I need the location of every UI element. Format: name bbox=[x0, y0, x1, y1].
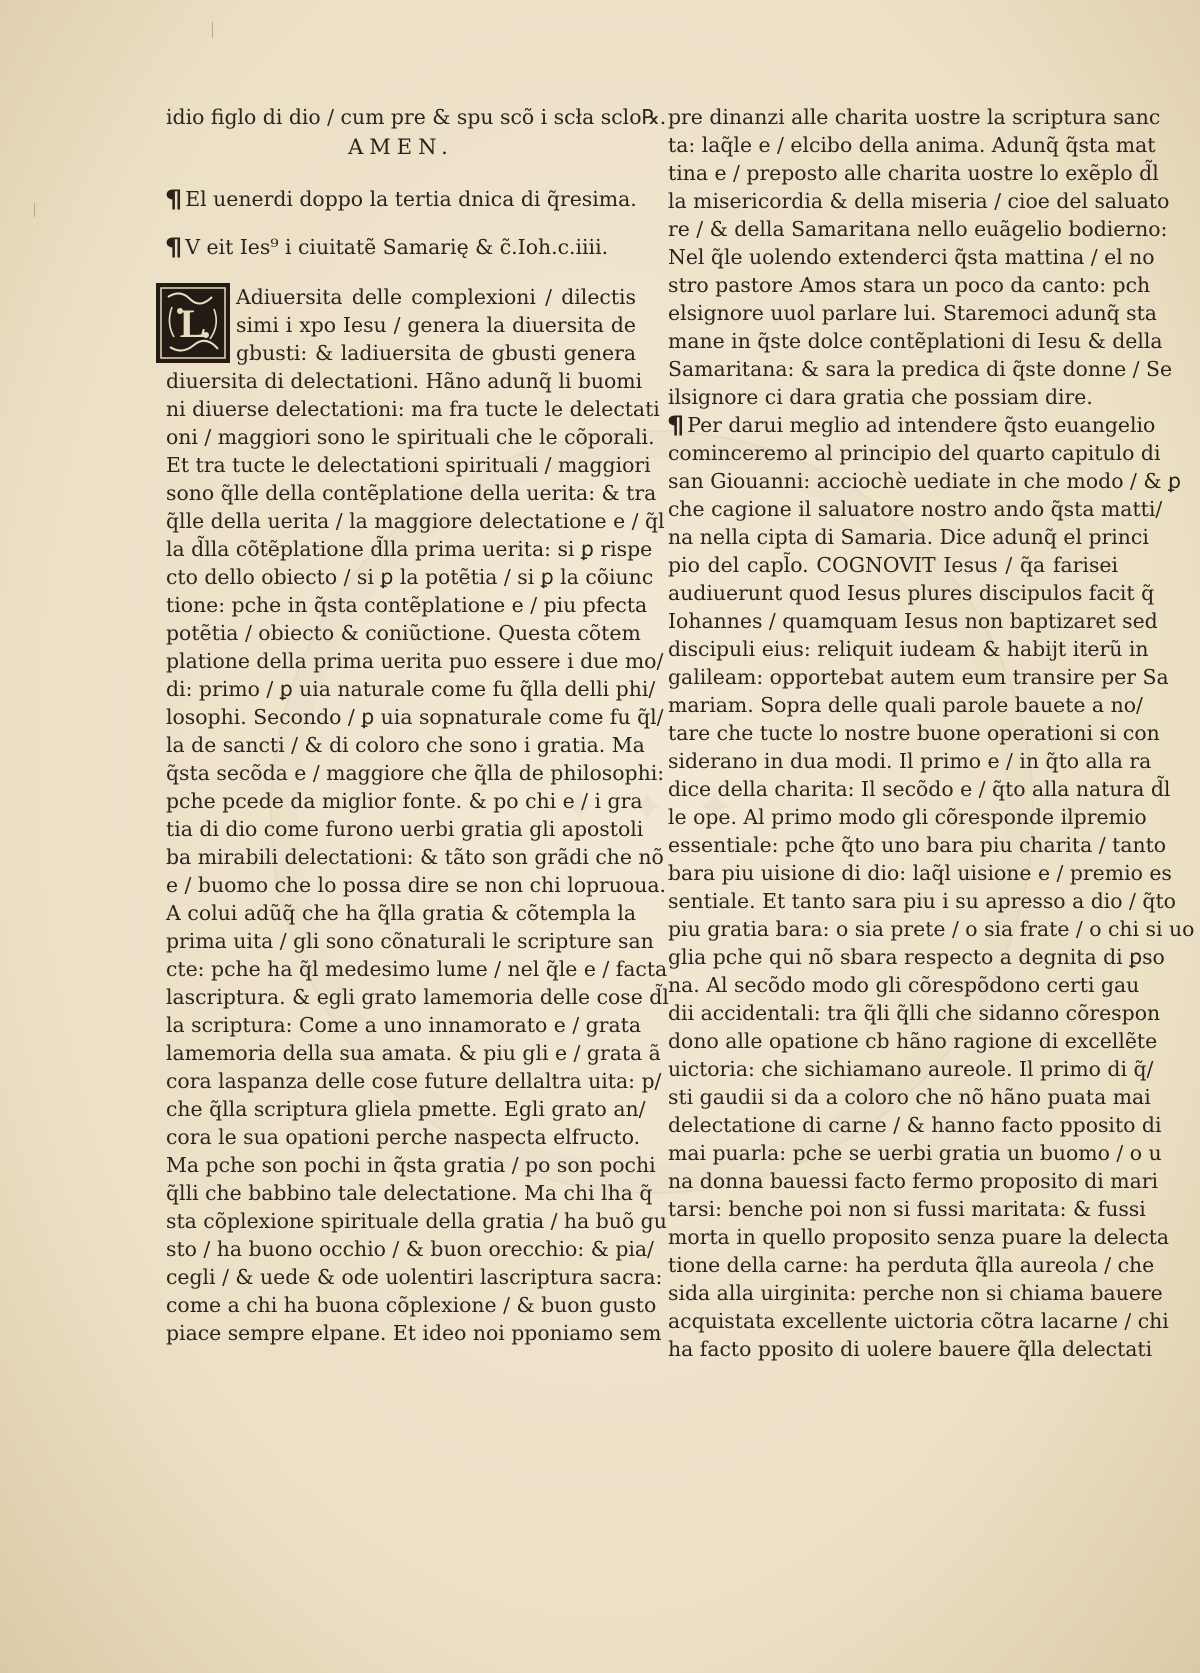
text-line: essentiale: pche q̃to uno bara piu charita / tanto bbox=[668, 833, 1167, 857]
paragraph-opening bbox=[666, 411, 1156, 439]
sermon-body-left bbox=[166, 283, 669, 1347]
right-paragraph-1 bbox=[668, 103, 1173, 411]
text-line: tarsi: benche poi non si fussi maritata: & fussi bbox=[668, 1197, 1146, 1221]
text-line: simi i xpo Iesu / genera la diuersita de bbox=[236, 313, 636, 337]
text-line: Samaritana: & sara la predica di q̃ste donne / Se bbox=[668, 357, 1173, 381]
text-line: tina e / preposto alle charita uostre lo exẽplo d̃l bbox=[668, 161, 1159, 185]
text-line: cora le sua opationi perche naspecta elfructo. bbox=[166, 1125, 641, 1149]
text-line: san Giouanni: acciochè uediate in che modo / & ꝑ bbox=[668, 469, 1181, 493]
text-line: uictoria: che sichiamano aureole. Il primo di q̃/ bbox=[668, 1057, 1154, 1081]
text-line: cte: pche ha q̃l medesimo lume / nel q̃le e / facta bbox=[166, 957, 668, 981]
margin-mark bbox=[34, 203, 35, 217]
text-line: dii accidentali: tra q̃li q̃lli che sidanno cõrespon bbox=[668, 1001, 1161, 1025]
text-line: lascriptura. & egli grato lamemoria delle cose d̃l bbox=[166, 985, 669, 1009]
text-line: pche pcede da miglior fonte. & po chi e / i gra bbox=[166, 789, 643, 813]
text-line: che cagione il saluatore nostro ando q̃sta matti/ bbox=[668, 497, 1163, 521]
text-line: siderano in dua modi. Il primo e / in q̃to alla ra bbox=[668, 749, 1152, 773]
text-line: la scriptura: Come a uno innamorato e / grata bbox=[166, 1013, 641, 1037]
text-line: cto dello obiecto / si ꝑ la potẽtia / si ꝑ la cõiunc bbox=[166, 565, 654, 589]
text-line: Ma pche son pochi in q̃sta gratia / po son pochi bbox=[166, 1153, 656, 1177]
text-line: la d̃lla cõtẽplatione d̃lla prima uerita: si ꝑ rispe bbox=[166, 537, 653, 561]
text-line: pio del capl̃o. COGNOVIT Iesus / q̃a farisei bbox=[668, 553, 1118, 577]
rubric-gospel bbox=[166, 233, 636, 261]
text-line: diuersita di delectationi. Hãno adunq̃ li buomi bbox=[166, 369, 643, 393]
right-paragraph-2 bbox=[668, 439, 1195, 1363]
text-line: oni / maggiori sono le spirituali che le cõporali. bbox=[166, 425, 655, 449]
text-line: piace sempre elpane. Et ideo noi pponiamo sem bbox=[166, 1321, 662, 1345]
text-line: stro pastore Amos stara un poco da canto: pch bbox=[668, 273, 1151, 297]
text-line: lamemoria della sua amata. & piu gli e / grata ã bbox=[166, 1041, 661, 1065]
text-line: mane in q̃ste dolce contẽplationi di Iesu & della bbox=[668, 329, 1163, 353]
text-line: Adiuersita delle complexioni / dilectis bbox=[236, 285, 636, 309]
text-line: sti gaudii si da a coloro che nõ hãno puata mai bbox=[668, 1085, 1151, 1109]
paragraph-opening-text: Per darui meglio ad intendere q̃sto euangelio bbox=[687, 413, 1156, 437]
text-line: e / buomo che lo possa dire se non chi lopruoua. bbox=[166, 873, 666, 897]
stamp-ornament: ✦ ✦ ✦ bbox=[560, 783, 744, 832]
text-line: re / & della Samaritana nello euãgelio bodierno: bbox=[668, 217, 1168, 241]
svg-text:L: L bbox=[179, 301, 207, 346]
text-line: sida alla uirginita: perche non si chiama bauere bbox=[668, 1281, 1163, 1305]
text-line: tione: pche in q̃sta contẽplatione e / piu pfecta bbox=[166, 593, 648, 617]
text-line: galileam: opportebat autem eum transire per Sa bbox=[668, 665, 1169, 689]
text-line: sentiale. Et tanto sara piu i su apresso a dio / q̃to bbox=[668, 889, 1176, 913]
text-line: q̃sta secõda e / maggiore che q̃lla de philosophi: bbox=[166, 761, 665, 785]
pilcrow-icon: ¶ bbox=[164, 185, 183, 213]
text-line: na donna bauessi facto fermo proposito di mari bbox=[668, 1169, 1159, 1193]
text-line: na. Al secõdo modo gli cõrespõdono certi gau bbox=[668, 973, 1140, 997]
text-line: gbusti: & ladiuersita de gbusti genera bbox=[236, 341, 636, 365]
text-line: la de sancti / & di coloro che sono i gratia. Ma bbox=[166, 733, 645, 757]
text-line: sto / ha buono occhio / & buon orecchio: & pia/ bbox=[166, 1237, 654, 1261]
text-line: le ope. Al primo modo gli cõresponde ilpremio bbox=[668, 805, 1147, 829]
text-line: losophi. Secondo / ꝑ uia sopnaturale come fu q̃l/ bbox=[166, 705, 664, 729]
page-mark bbox=[212, 22, 213, 38]
text-line: cominceremo al principio del quarto capitulo di bbox=[668, 441, 1161, 465]
text-line: elsignore uuol parlare lui. Staremoci adunq̃ sta bbox=[668, 301, 1157, 325]
pilcrow-icon: ¶ bbox=[666, 411, 685, 439]
text-line: ha facto pposito di uolere bauere q̃lla delectati bbox=[668, 1337, 1153, 1361]
text-line: discipuli eius: reliquit iudeam & habijt iterũ in bbox=[668, 637, 1149, 661]
text-line: morta in quello proposito senza puare la delecta bbox=[668, 1225, 1170, 1249]
woodcut-initial-letter bbox=[156, 283, 230, 363]
left-column bbox=[164, 103, 669, 1347]
text-line: ta: laq̃le e / elcibo della anima. Adunq̃ q̃sta mat bbox=[668, 133, 1156, 157]
text-line: cegli / & uede & ode uolentiri lascriptura sacra: bbox=[166, 1265, 663, 1289]
text-line: di: primo / ꝑ uia naturale come fu q̃lla delli phi/ bbox=[166, 677, 656, 701]
text-line: tia di dio come furono uerbi gratia gli apostoli bbox=[166, 817, 644, 841]
text-line: ilsignore ci dara gratia che possiam dire. bbox=[668, 385, 1093, 409]
text-line: mai puarla: pche se uerbi gratia un buomo / o u bbox=[668, 1141, 1162, 1165]
rubric-day-text: El uenerdi doppo la tertia dnica di q̃resima. bbox=[185, 187, 637, 211]
text-line: na nella cipta di Samaria. Dice adunq̃ el princi bbox=[668, 525, 1149, 549]
decorated-initial-icon bbox=[160, 287, 226, 359]
pilcrow-icon: ¶ bbox=[164, 233, 183, 261]
rubric-gospel-text: V eit Ies⁹ i ciuitatẽ Samarię & c̃.Ioh.c.iiii. bbox=[185, 235, 609, 259]
text-line: come a chi ha buona cõplexione / & buon gusto bbox=[166, 1293, 657, 1317]
text-line: dice della charita: Il secõdo e / q̃to alla natura d̃l bbox=[668, 777, 1171, 801]
text-line: tare che tucte lo nostre buone operationi si con bbox=[668, 721, 1160, 745]
text-line: potẽtia / obiecto & coniũctione. Questa cõtem bbox=[166, 621, 641, 645]
text-line: delectatione di carne / & hanno facto pposito di bbox=[668, 1113, 1162, 1137]
text-line: che q̃lla scriptura gliela pmette. Egli grato an/ bbox=[166, 1097, 646, 1121]
text-line: sta cõplexione spirituale della gratia / ha buõ gu bbox=[166, 1209, 667, 1233]
text-line: mariam. Sopra delle quali parole bauete a no/ bbox=[668, 693, 1143, 717]
text-line: la misericordia & della miseria / cioe del saluato bbox=[668, 189, 1170, 213]
text-line: Et tra tucte le delectationi spirituali / maggiori bbox=[166, 453, 651, 477]
text-line: platione della prima uerita puo essere i due mo/ bbox=[166, 649, 664, 673]
text-line: sono q̃lle della contẽplatione della uerita: & tra bbox=[166, 481, 657, 505]
amen-line: AMEN. bbox=[348, 135, 454, 159]
header-line: idio figlo di dio / cum pre & spu scõ i scła sclo℞. bbox=[166, 105, 667, 129]
text-line: prima uita / gli sono cõnaturali le scripture san bbox=[166, 929, 654, 953]
text-line: dono alle opatione cb hãno ragione di excellẽte bbox=[668, 1029, 1158, 1053]
text-line: cora laspanza delle cose future dellaltra uita: p/ bbox=[166, 1069, 662, 1093]
text-line: bara piu uisione di dio: laq̃l uisione e / premio es bbox=[668, 861, 1172, 885]
text-line: q̃lle della uerita / la maggiore delectatione e / q̃l bbox=[166, 509, 665, 533]
text-line: piu gratia bara: o sia prete / o sia frate / o chi si uo bbox=[668, 917, 1195, 941]
rubric-day bbox=[166, 185, 636, 213]
text-line: audiuerunt quod Iesus plures discipulos facit q̃ bbox=[668, 581, 1155, 605]
text-line: pre dinanzi alle charita uostre la scriptura sanc bbox=[668, 105, 1161, 129]
text-line: q̃lli che babbino tale delectatione. Ma chi lha q̃ bbox=[166, 1181, 653, 1205]
text-line: ni diuerse delectationi: ma fra tucte le delectati bbox=[166, 397, 660, 421]
text-line: ba mirabili delectationi: & tãto son grãdi che nõ bbox=[166, 845, 664, 869]
text-line: acquistata excellente uictoria cõtra lacarne / chi bbox=[668, 1309, 1169, 1333]
right-column bbox=[666, 103, 1195, 1363]
text-line: Nel q̃le uolendo extenderci q̃sta mattina / el no bbox=[668, 245, 1155, 269]
text-line: A colui adũq̃ che ha q̃lla gratia & cõtempla la bbox=[166, 901, 636, 925]
text-line: tione della carne: ha perduta q̃lla aureola / che bbox=[668, 1253, 1155, 1277]
text-line: Iohannes / quamquam Iesus non baptizaret sed bbox=[668, 609, 1158, 633]
text-line: glia pche qui nõ sbara respecto a degnita di ꝑso bbox=[668, 945, 1165, 969]
